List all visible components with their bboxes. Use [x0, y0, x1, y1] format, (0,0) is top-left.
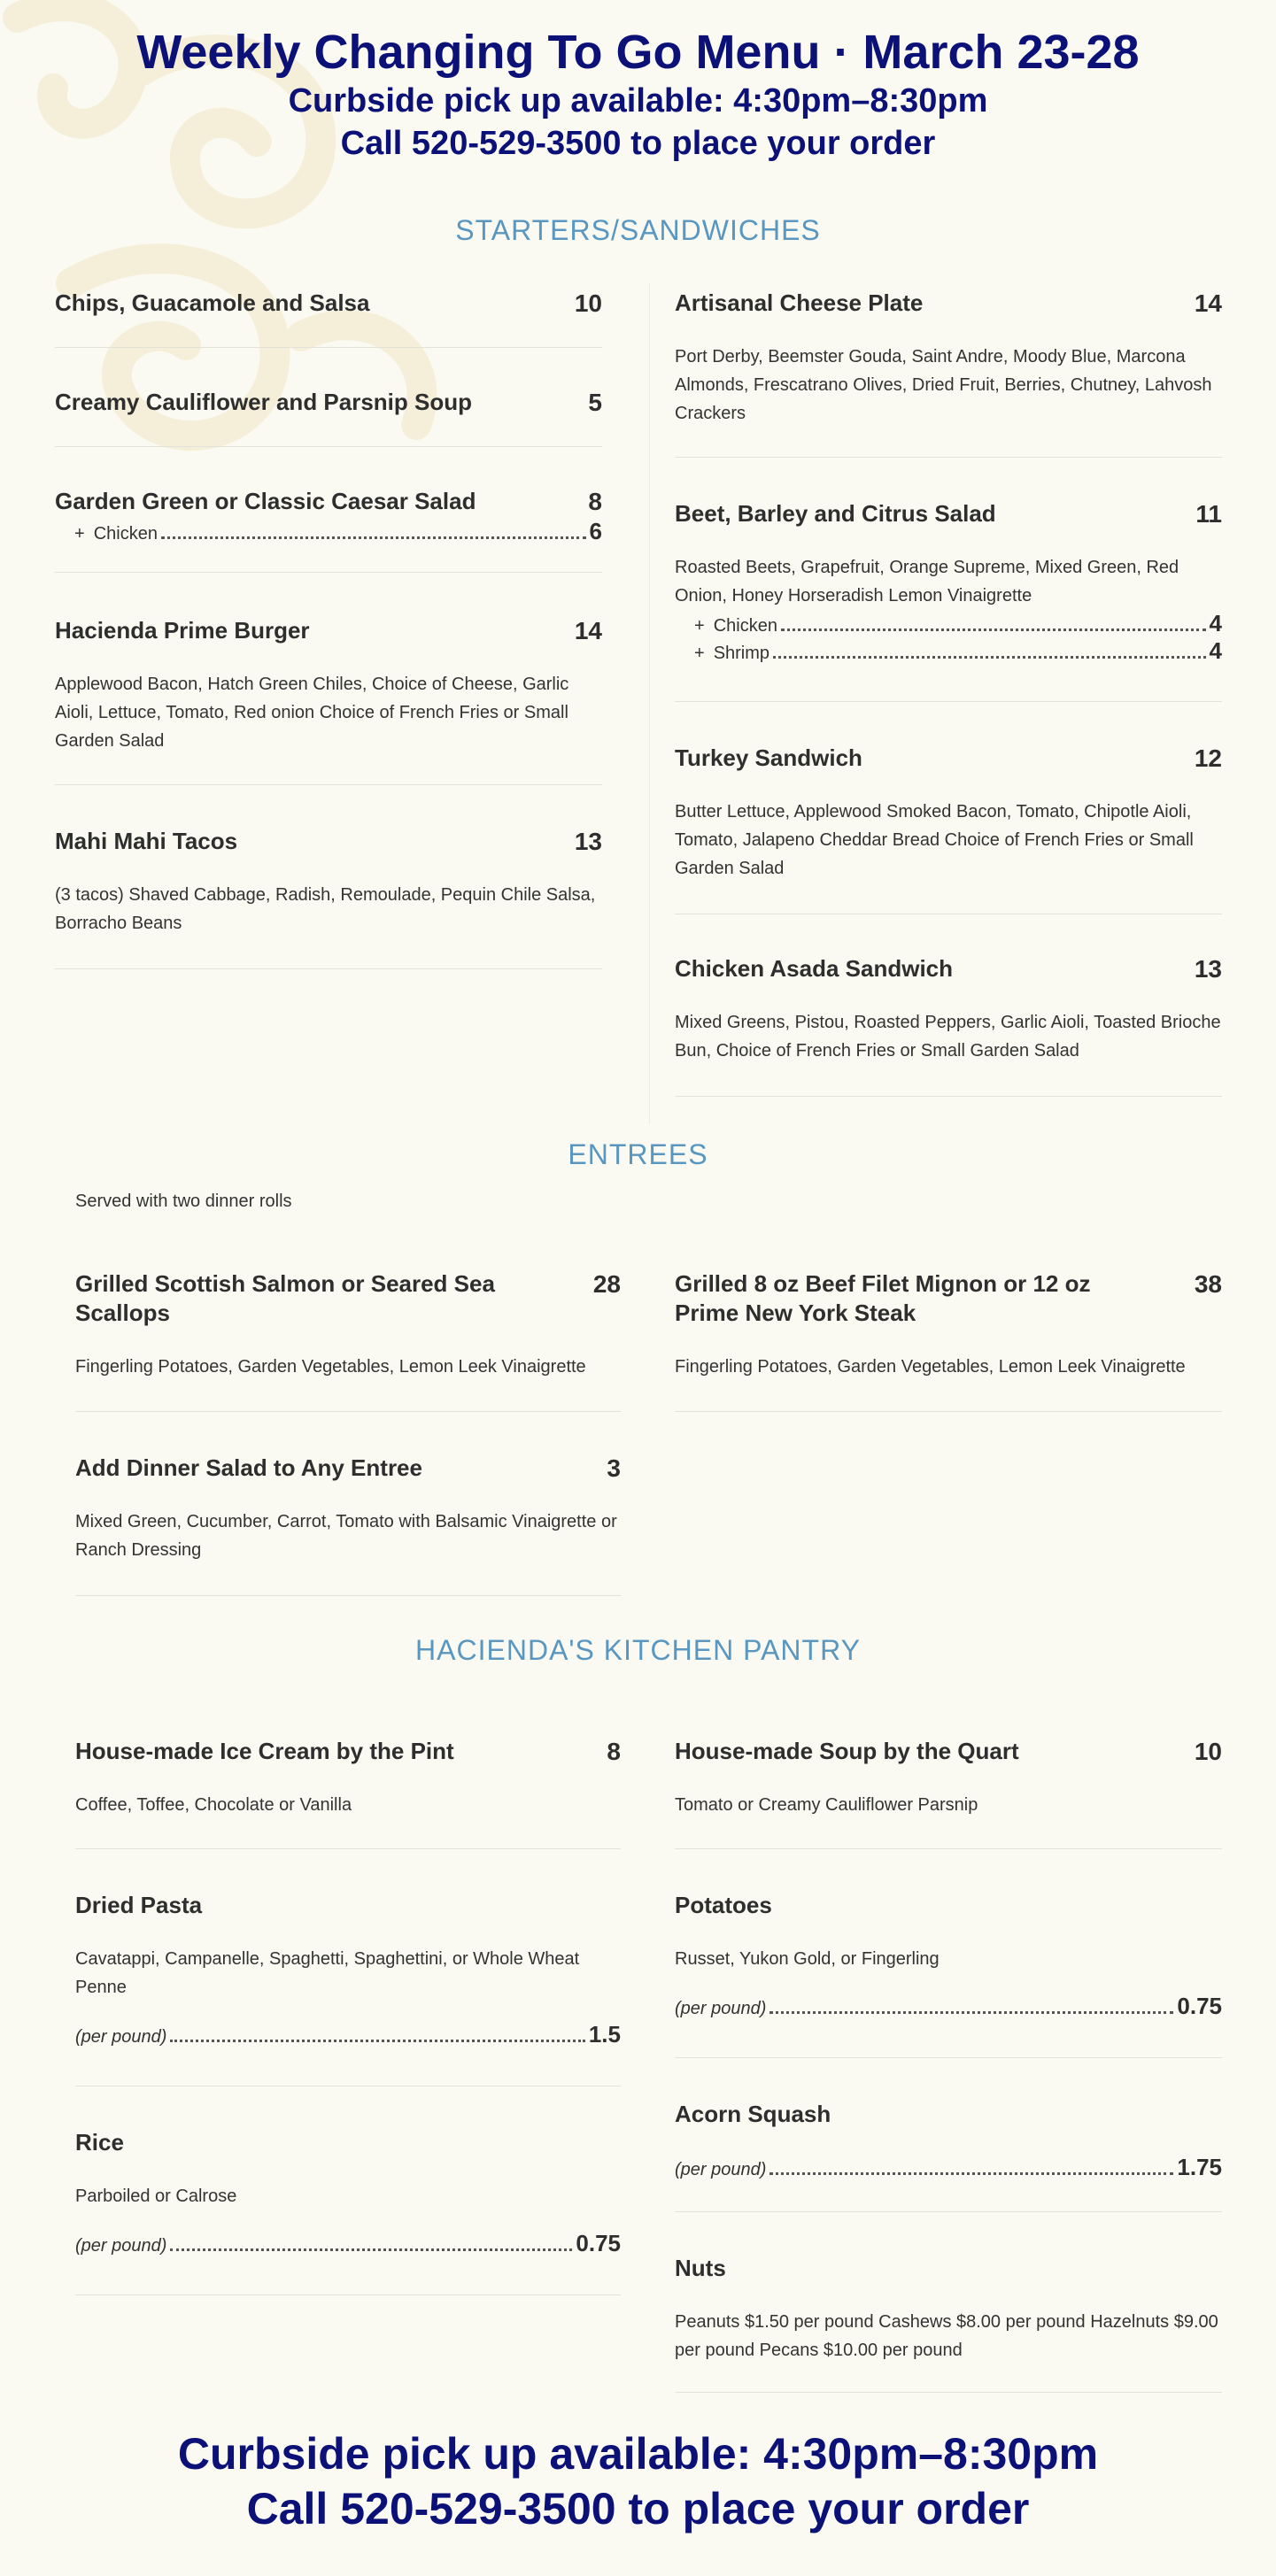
- divider: [675, 2211, 1222, 2212]
- item-description: Tomato or Creamy Cauliflower Parsnip: [675, 1795, 978, 1815]
- item-description: Russet, Yukon Gold, or Fingerling: [675, 1949, 940, 1969]
- item-description: Applewood Bacon, Hatch Green Chiles, Choice of Cheese, Garlic Aioli, Lettuce, Tomato, Red onion Choice of French Fries or Small Garden Salad: [55, 675, 569, 751]
- menu-item: [75, 1454, 621, 1595]
- menu-item: [675, 1269, 1222, 1411]
- item-price: 10: [574, 289, 602, 317]
- order-phone: Call 520-529-3500 to place your order: [340, 125, 936, 162]
- menu-item: [55, 388, 602, 446]
- item-description: Mixed Greens, Pistou, Roasted Peppers, Garlic Aioli, Toasted Brioche Bun, Choice of French Fries or Small Garden Salad: [675, 1013, 1221, 1060]
- item-description: Peanuts $1.50 per pound Cashews $8.00 per pound Hazelnuts $9.00 per pound Pecans $10.00 per pound: [675, 2312, 1218, 2360]
- unit-label: (per pound): [675, 2160, 767, 2179]
- unit-price-row: [75, 2021, 621, 2048]
- unit-price-row: [675, 1993, 1222, 2020]
- pickup-hours: Curbside pick up available: 4:30pm–8:30pm: [288, 82, 988, 120]
- divider: [75, 1595, 621, 1596]
- dot-leader: [769, 2011, 1173, 2014]
- divider: [675, 2392, 1222, 2393]
- menu-item: [675, 1737, 1222, 1848]
- divider: [675, 701, 1222, 702]
- entrees-note: Served with two dinner rolls: [75, 1192, 292, 1211]
- item-description: Coffee, Toffee, Chocolate or Vanilla: [75, 1795, 352, 1815]
- item-name: Artisanal Cheese Plate: [675, 289, 924, 316]
- footer-pickup-hours: Curbside pick up available: 4:30pm–8:30pm: [177, 2429, 1099, 2479]
- item-description: Cavatappi, Campanelle, Spaghetti, Spaghettini, or Whole Wheat Penne: [75, 1949, 580, 1997]
- unit-price-row: [75, 2230, 621, 2257]
- item-name: Grilled 8 oz Beef Filet Mignon or 12 oz Prime New York Steak: [675, 1270, 1091, 1326]
- unit-price: 1.75: [1177, 2154, 1222, 2180]
- unit-price: 1.5: [588, 2021, 621, 2048]
- menu-item: [675, 1891, 1222, 2057]
- divider: [55, 347, 602, 348]
- divider: [75, 1848, 621, 1849]
- footer-order-phone: Call 520-529-3500 to place your order: [246, 2484, 1030, 2534]
- addon-label: Shrimp: [713, 644, 770, 663]
- divider: [75, 1411, 621, 1412]
- item-description: Butter Lettuce, Applewood Smoked Bacon, Tomato, Chipotle Aioli, Tomato, Jalapeno Cheddar Bread Choice of French Fries or Small Garden Salad: [675, 802, 1194, 878]
- item-name: Chips, Guacamole and Salsa: [55, 289, 370, 316]
- divider: [675, 1411, 1222, 1412]
- item-name: Hacienda Prime Burger: [55, 617, 310, 644]
- dot-leader: [170, 2040, 584, 2042]
- item-price: 28: [592, 1270, 621, 1298]
- menu-item: [55, 487, 602, 572]
- item-name: Garden Green or Classic Caesar Salad: [55, 488, 476, 514]
- menu-item: [75, 1269, 621, 1411]
- dot-leader: [769, 2172, 1173, 2175]
- item-name: Potatoes: [675, 1892, 772, 1918]
- menu-item: [75, 2128, 621, 2294]
- divider: [55, 784, 602, 785]
- divider: [55, 446, 602, 447]
- item-name: Chicken Asada Sandwich: [675, 955, 954, 982]
- menu-item: [75, 1891, 621, 2086]
- item-price: 8: [607, 1738, 621, 1765]
- dot-leader: [773, 656, 1205, 659]
- item-name: Dried Pasta: [75, 1892, 203, 1918]
- divider: [675, 457, 1222, 458]
- item-price: 3: [607, 1454, 621, 1482]
- item-description: Roasted Beets, Grapefruit, Orange Supreme, Mixed Green, Red Onion, Honey Horseradish Lemon Vinaigrette: [675, 558, 1179, 605]
- section-title-pantry: HACIENDA'S KITCHEN PANTRY: [415, 1634, 861, 1666]
- addon-row: + Shrimp 4: [694, 637, 1222, 664]
- addon-price: 4: [1209, 637, 1222, 664]
- addon-price: 4: [1209, 610, 1222, 636]
- menu-item: [55, 616, 602, 784]
- item-name: Acorn Squash: [675, 2101, 831, 2127]
- divider: [675, 2057, 1222, 2058]
- item-description: Port Derby, Beemster Gouda, Saint Andre, Moody Blue, Marcona Almonds, Frescatrano Olives, Dried Fruit, Berries, Chutney, Lahvosh Crackers: [675, 347, 1212, 423]
- item-name: Nuts: [675, 2255, 726, 2281]
- unit-price-row: [675, 2154, 1222, 2181]
- item-price: 14: [574, 617, 602, 644]
- item-price: 10: [1194, 1738, 1222, 1765]
- item-name: Grilled Scottish Salmon or Seared Sea Scallops: [75, 1270, 495, 1326]
- item-price: 14: [1194, 289, 1222, 317]
- item-description: Fingerling Potatoes, Garden Vegetables, Lemon Leek Vinaigrette: [675, 1357, 1186, 1377]
- item-price: 38: [1194, 1270, 1222, 1298]
- divider: [75, 2294, 621, 2295]
- unit-label: (per pound): [675, 1999, 767, 2018]
- item-description: Parboiled or Calrose: [75, 2187, 237, 2206]
- item-description: Mixed Green, Cucumber, Carrot, Tomato with Balsamic Vinaigrette or Ranch Dressing: [75, 1512, 617, 1560]
- unit-price: 0.75: [576, 2230, 621, 2256]
- dot-leader: [781, 629, 1206, 631]
- item-name: Beet, Barley and Citrus Salad: [675, 500, 996, 527]
- divider: [675, 1848, 1222, 1849]
- item-name: Add Dinner Salad to Any Entree: [75, 1454, 422, 1481]
- item-price: 13: [1194, 955, 1222, 983]
- menu-item: [55, 289, 602, 347]
- item-description: (3 tacos) Shaved Cabbage, Radish, Remoulade, Pequin Chile Salsa, Borracho Beans: [55, 885, 596, 933]
- dot-leader: [170, 2248, 572, 2251]
- menu-item: [675, 2254, 1222, 2392]
- item-name: House-made Ice Cream by the Pint: [75, 1738, 454, 1764]
- item-name: Creamy Cauliflower and Parsnip Soup: [55, 389, 472, 415]
- item-price: 12: [1194, 744, 1222, 772]
- divider: [55, 968, 602, 969]
- menu-item: [55, 827, 602, 968]
- item-name: Mahi Mahi Tacos: [55, 828, 238, 854]
- item-name: House-made Soup by the Quart: [675, 1738, 1019, 1764]
- menu-item: [675, 744, 1222, 914]
- menu-item: [675, 954, 1222, 1096]
- item-price: 8: [588, 488, 602, 515]
- page-title: Weekly Changing To Go Menu · March 23-28: [136, 26, 1140, 79]
- unit-label: (per pound): [75, 2027, 167, 2047]
- section-title-entrees: ENTREES: [568, 1138, 708, 1170]
- column-divider: [649, 283, 650, 1124]
- item-price: 5: [588, 389, 602, 416]
- unit-price: 0.75: [1177, 1993, 1222, 2019]
- item-description: Fingerling Potatoes, Garden Vegetables, Lemon Leek Vinaigrette: [75, 1357, 586, 1377]
- menu-item: [75, 1737, 621, 1848]
- addon-row: + Chicken 6: [74, 518, 602, 544]
- addon-label: Chicken: [713, 616, 777, 636]
- section-title-starters: STARTERS/SANDWICHES: [455, 214, 821, 246]
- menu-item: [675, 499, 1222, 701]
- addon-row: + Chicken 4: [694, 610, 1222, 636]
- item-price: 11: [1195, 500, 1222, 528]
- addon-label: Chicken: [93, 524, 158, 544]
- item-name: Turkey Sandwich: [675, 744, 862, 771]
- dot-leader: [161, 536, 586, 539]
- divider: [55, 572, 602, 573]
- menu-item: [675, 2100, 1222, 2211]
- addon-price: 6: [589, 518, 602, 544]
- menu-item: [675, 289, 1222, 457]
- item-name: Rice: [75, 2129, 124, 2156]
- divider: [675, 1096, 1222, 1097]
- unit-label: (per pound): [75, 2236, 167, 2256]
- item-price: 13: [574, 828, 602, 855]
